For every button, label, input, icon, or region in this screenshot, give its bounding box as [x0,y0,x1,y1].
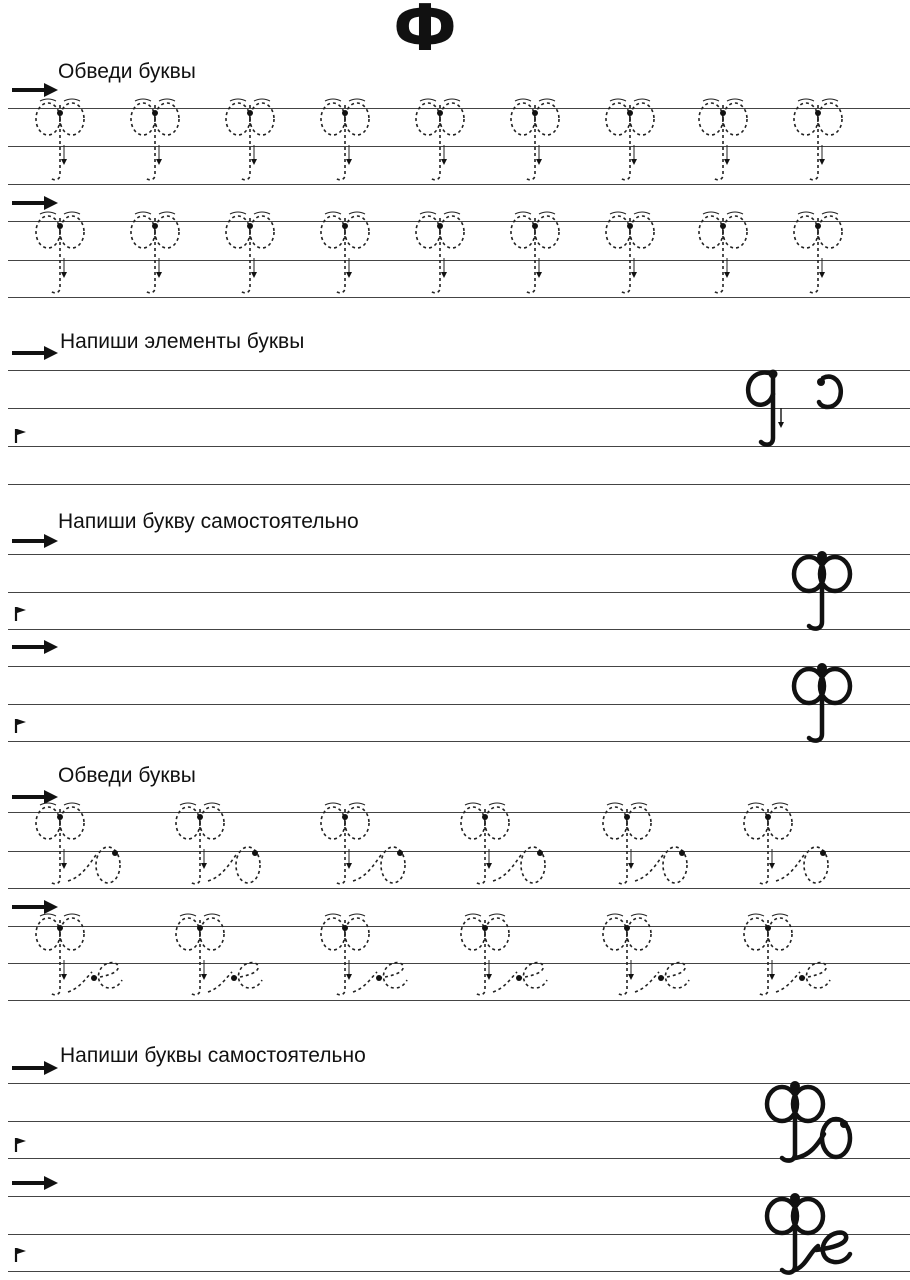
dotted-letter [36,914,122,995]
dotted-letter [321,914,407,995]
dotted-letter [744,914,830,995]
heading-write-elements: Напиши элементы буквы [60,330,305,353]
sample-letters-fo [758,1078,868,1166]
dotted-letter [603,914,689,995]
heading-write-letter: Напиши букву самостоятельно [58,510,359,533]
sample-letter-f [785,660,855,744]
heading-trace-letters-1: Обведи буквы [58,60,196,83]
page-title: Ф [393,0,457,66]
sample-letter-f [785,548,855,632]
dotted-letter [176,914,262,995]
heading-write-letters: Напиши буквы самостоятельно [60,1044,366,1067]
heading-trace-letters-2: Обведи буквы [58,764,196,787]
sample-letters-fe [758,1190,868,1278]
sample-letter-elements [735,362,855,452]
dotted-letter [461,914,547,995]
